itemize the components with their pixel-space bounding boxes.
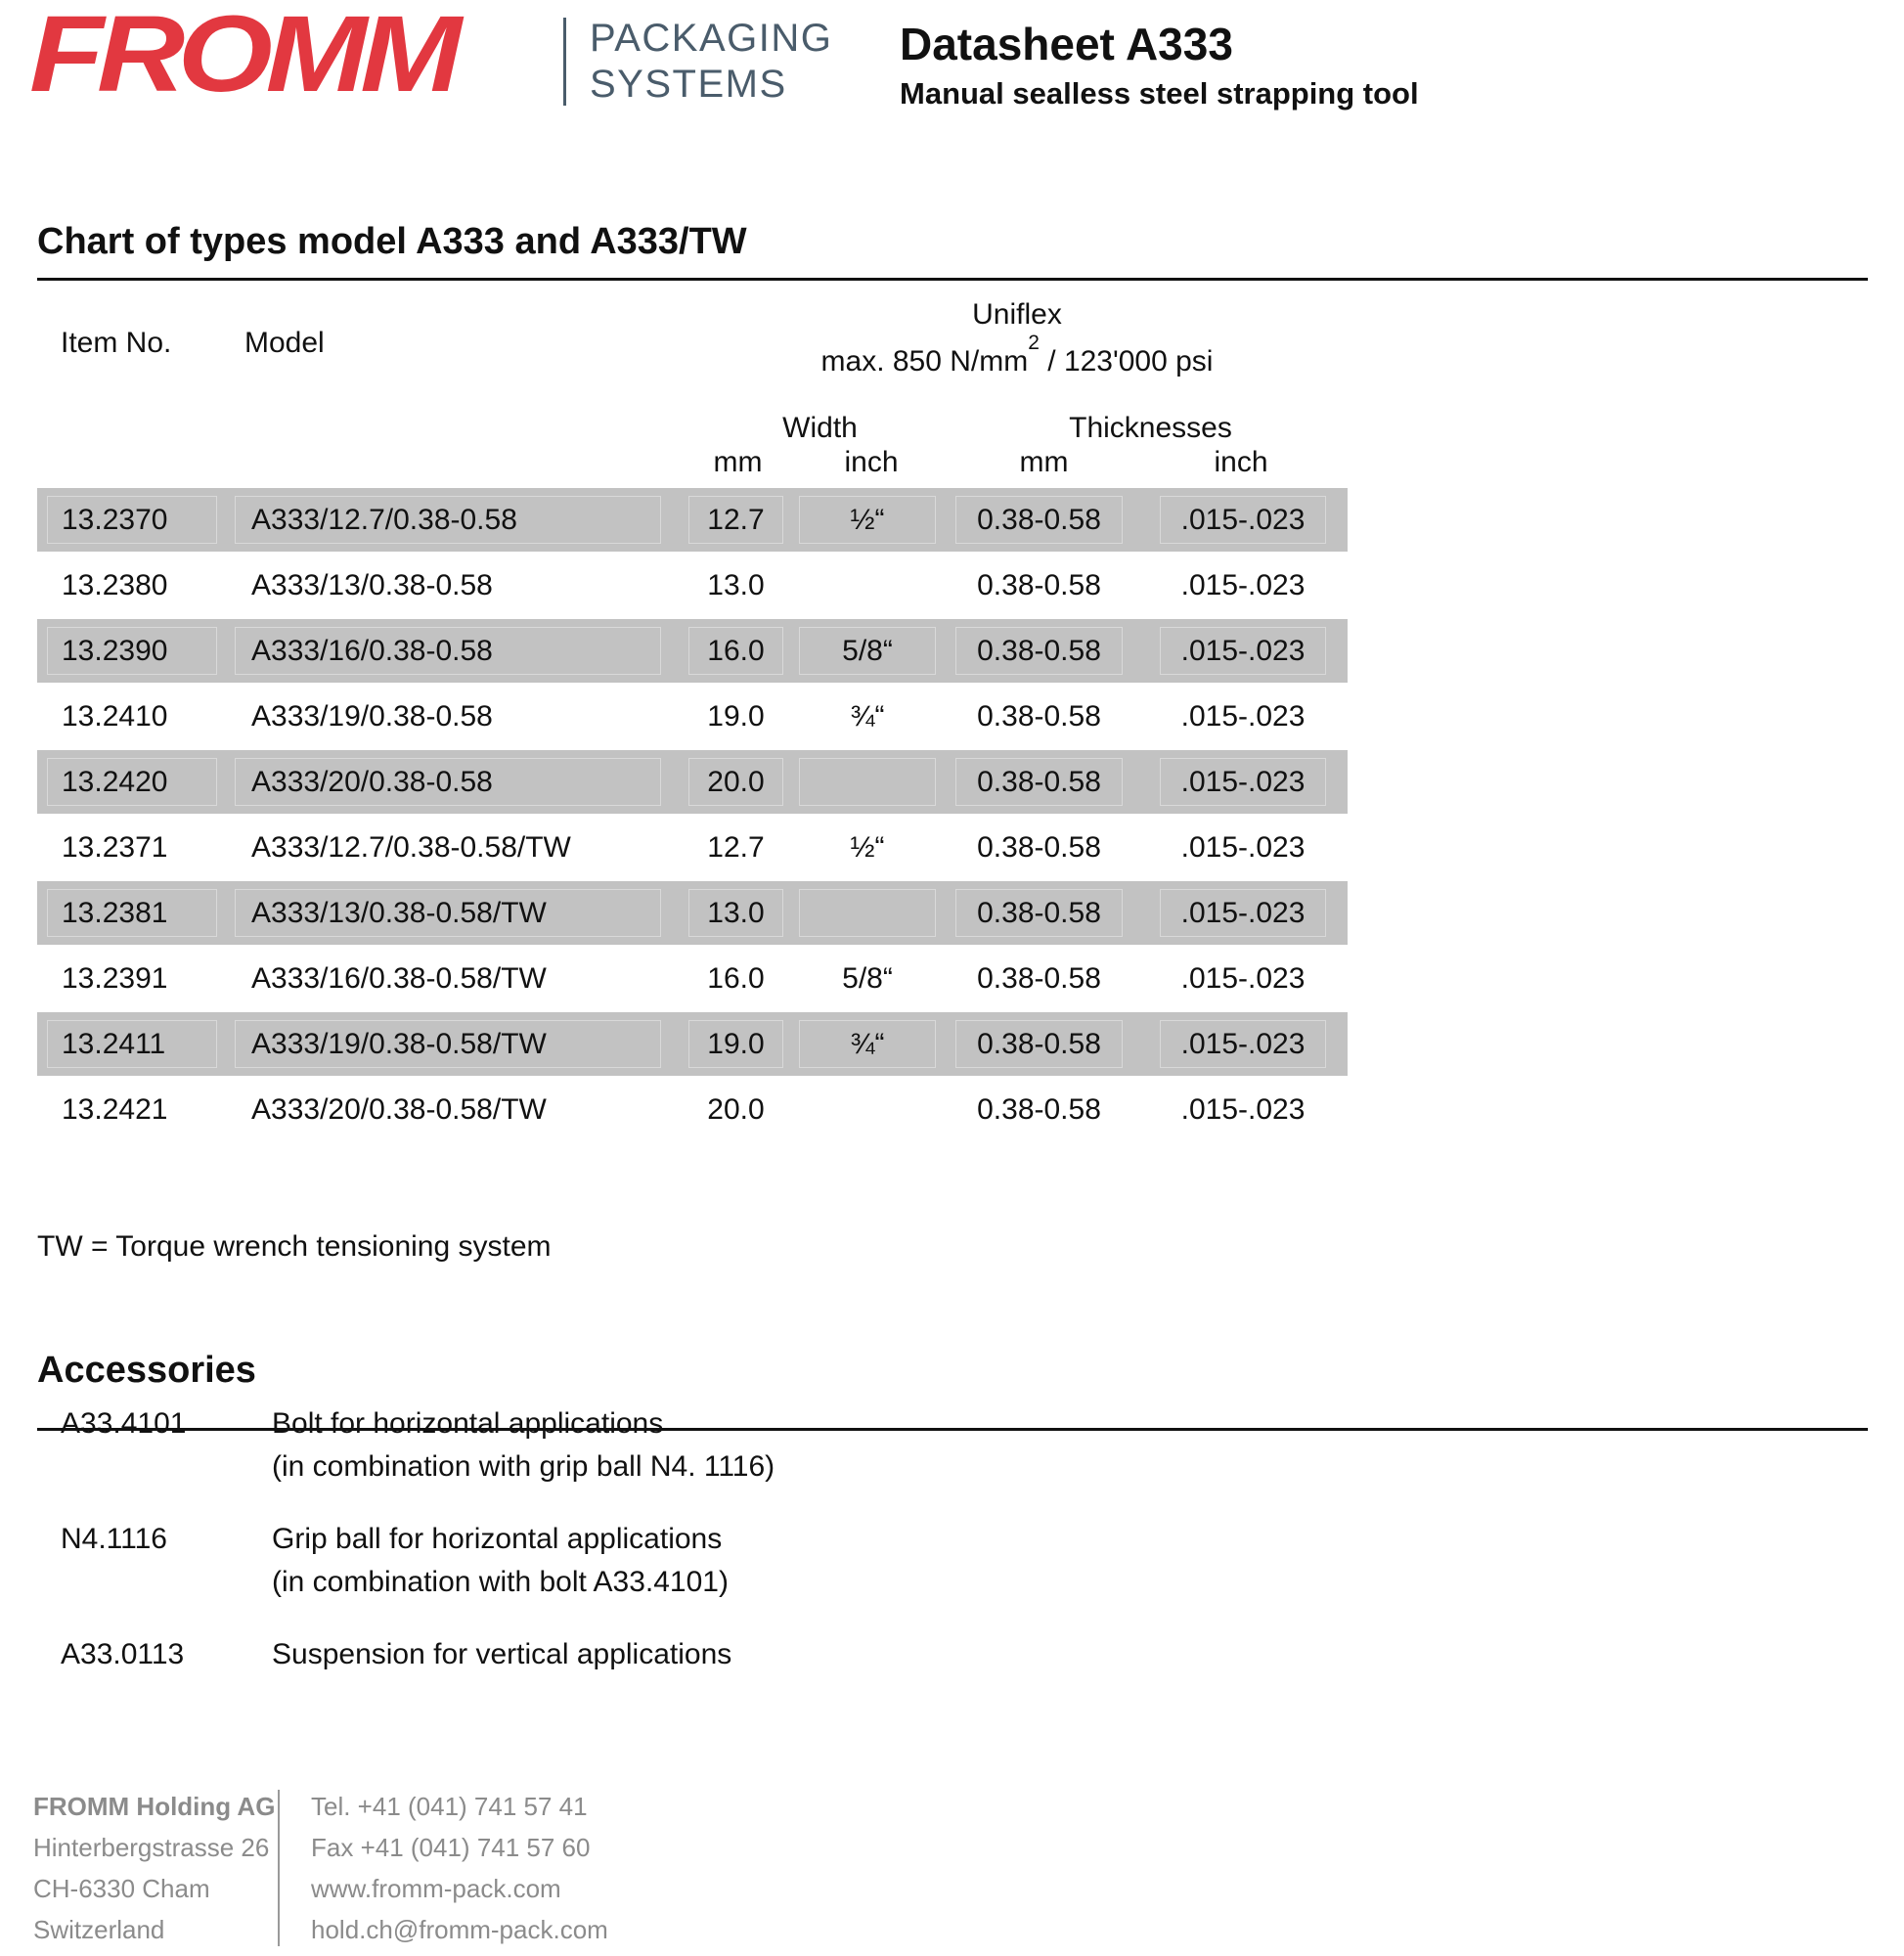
width-mm-cell: 12.7: [688, 496, 783, 544]
subheader-thickness-inch: inch: [1214, 446, 1268, 478]
footer-divider-line: [278, 1790, 280, 1946]
thickness-inch-cell: .015-.023: [1160, 1020, 1326, 1068]
uniflex-superscript: 2: [1028, 332, 1040, 354]
footer-street: Hinterbergstrasse 26: [33, 1833, 270, 1862]
logo-divider-line: [563, 18, 566, 106]
width-mm-cell: 13.0: [688, 889, 783, 937]
item-no-cell: 13.2380: [62, 568, 168, 601]
width-mm-cell: 12.7: [707, 830, 765, 864]
uniflex-spec: max. 850 $N/mm^2 / 123'000$ psi: [820, 332, 1214, 378]
footer-city: CH-6330 Cham: [33, 1874, 210, 1903]
thickness-inch-cell: .015-.023: [1160, 889, 1326, 937]
item-no-cell: 13.2371: [62, 830, 168, 864]
footer-email: hold.ch@fromm-pack.com: [311, 1915, 608, 1944]
width-inch-cell: ½“: [850, 830, 885, 864]
item-no-cell: 13.2410: [62, 699, 168, 733]
accessory-description-line1: Suspension for vertical applications: [272, 1638, 732, 1670]
table-row: [37, 487, 1348, 553]
model-cell: A333/16/0.38-0.58: [235, 627, 661, 675]
width-inch-cell: ¾“: [850, 699, 885, 733]
item-no-cell: 13.2390: [47, 627, 217, 675]
thickness-inch-cell: .015-.023: [1160, 758, 1326, 806]
width-mm-cell: 19.0: [707, 699, 765, 733]
thickness-mm-cell: 0.38-0.58: [977, 1092, 1101, 1126]
types-table-body: [37, 487, 1348, 1142]
group-header-thicknesses: Thicknesses: [1069, 412, 1232, 444]
table-row: [37, 815, 1348, 880]
subheader-width-inch: inch: [844, 446, 899, 478]
thickness-inch-cell: .015-.023: [1160, 496, 1326, 544]
item-no-cell: 13.2420: [47, 758, 217, 806]
item-no-cell: 13.2370: [47, 496, 217, 544]
accessory-code: A33.0113: [61, 1638, 185, 1670]
accessory-description: [272, 1402, 775, 1489]
model-cell: A333/20/0.38-0.58: [235, 758, 661, 806]
table-row: [37, 880, 1348, 946]
thickness-mm-cell: 0.38-0.58: [955, 496, 1123, 544]
logo-tagline: [590, 16, 832, 108]
width-inch-cell: [799, 758, 936, 806]
width-inch-cell: [799, 1086, 936, 1134]
thickness-inch-cell: .015-.023: [1160, 627, 1326, 675]
table-subheaders: [37, 411, 1348, 479]
width-mm-cell: 16.0: [688, 627, 783, 675]
thickness-inch-cell: .015-.023: [1180, 568, 1306, 601]
width-mm-cell: 20.0: [707, 1092, 765, 1126]
accessory-code: A33.4101: [61, 1407, 187, 1440]
accessory-description: [272, 1518, 729, 1604]
footer-company: FROMM Holding AG: [33, 1792, 276, 1821]
page-title: Datasheet A333: [900, 19, 1233, 69]
column-header-uniflex: [686, 295, 1348, 381]
accessory-item: [61, 1633, 1234, 1676]
thickness-mm-cell: 0.38-0.58: [977, 699, 1101, 733]
model-cell: A333/20/0.38-0.58/TW: [251, 1092, 547, 1126]
width-inch-cell: ¾“: [799, 1020, 936, 1068]
item-no-cell: 13.2381: [47, 889, 217, 937]
tw-note: TW = Torque wrench tensioning system: [37, 1230, 552, 1263]
accessory-description-line1: Bolt for horizontal applications: [272, 1407, 664, 1440]
chart-section-rule: [37, 278, 1868, 281]
accessories-heading: Accessories: [37, 1350, 256, 1391]
column-header-model: Model: [244, 327, 325, 359]
table-row: [37, 684, 1348, 749]
accessory-description-line2: (in combination with grip ball N4. 1116): [272, 1450, 775, 1483]
footer-phone: Tel. +41 (041) 741 57 41: [311, 1792, 588, 1821]
thickness-mm-cell: 0.38-0.58: [977, 830, 1101, 864]
uniflex-label: Uniflex: [972, 298, 1062, 331]
group-header-width: Width: [782, 412, 858, 444]
item-no-cell: 13.2421: [62, 1092, 168, 1126]
thickness-inch-cell: .015-.023: [1180, 961, 1306, 995]
item-no-cell: 13.2411: [47, 1020, 217, 1068]
thickness-inch-cell: .015-.023: [1180, 1092, 1306, 1126]
model-cell: A333/12.7/0.38-0.58: [235, 496, 661, 544]
accessory-item: [61, 1518, 1234, 1604]
accessory-description-line1: Grip ball for horizontal applications: [272, 1523, 723, 1555]
width-mm-cell: 19.0: [688, 1020, 783, 1068]
footer-address-block: [33, 1786, 278, 1950]
width-inch-cell: [799, 889, 936, 937]
thickness-mm-cell: 0.38-0.58: [955, 1020, 1123, 1068]
accessory-description-line2: (in combination with bolt A33.4101): [272, 1566, 729, 1598]
column-header-item-no: Item No.: [61, 327, 172, 359]
thickness-mm-cell: 0.38-0.58: [977, 568, 1101, 601]
thickness-mm-cell: 0.38-0.58: [955, 758, 1123, 806]
footer: [33, 1786, 608, 1950]
subheader-thickness-mm: mm: [1019, 446, 1069, 478]
accessory-item: [61, 1402, 1234, 1489]
thickness-mm-cell: 0.38-0.58: [977, 961, 1101, 995]
accessory-description: [272, 1633, 731, 1676]
thickness-inch-cell: .015-.023: [1180, 830, 1306, 864]
fromm-logo: FROMM: [29, 0, 455, 115]
table-row: [37, 749, 1348, 815]
model-cell: A333/19/0.38-0.58/TW: [235, 1020, 661, 1068]
width-mm-cell: 16.0: [707, 961, 765, 995]
model-cell: A333/12.7/0.38-0.58/TW: [251, 830, 571, 864]
logo-tagline-line2: SYSTEMS: [590, 63, 787, 106]
width-mm-cell: 13.0: [707, 568, 765, 601]
footer-website: www.fromm-pack.com: [311, 1874, 561, 1903]
table-row: [37, 946, 1348, 1011]
model-cell: A333/16/0.38-0.58/TW: [251, 961, 547, 995]
footer-country: Switzerland: [33, 1915, 165, 1944]
thickness-mm-cell: 0.38-0.58: [955, 627, 1123, 675]
accessories-list: [61, 1402, 1234, 1706]
model-cell: A333/13/0.38-0.58/TW: [235, 889, 661, 937]
thickness-mm-cell: 0.38-0.58: [955, 889, 1123, 937]
width-mm-cell: 20.0: [688, 758, 783, 806]
width-inch-cell: [799, 561, 936, 609]
accessory-code: N4.1116: [61, 1523, 167, 1555]
footer-contact-block: [311, 1786, 608, 1950]
page-subtitle: Manual sealless steel strapping tool: [900, 76, 1419, 111]
width-inch-cell: 5/8“: [799, 627, 936, 675]
logo-tagline-line1: PACKAGING: [590, 17, 833, 60]
model-cell: A333/19/0.38-0.58: [251, 699, 493, 733]
chart-section-heading: Chart of types model A333 and A333/TW: [37, 221, 747, 262]
width-inch-cell: ½“: [799, 496, 936, 544]
table-row: [37, 618, 1348, 684]
table-row: [37, 553, 1348, 618]
subheader-width-mm: mm: [713, 446, 763, 478]
table-row: [37, 1011, 1348, 1077]
width-inch-cell: 5/8“: [842, 961, 893, 995]
footer-fax: Fax +41 (041) 741 57 60: [311, 1833, 591, 1862]
item-no-cell: 13.2391: [62, 961, 168, 995]
model-cell: A333/13/0.38-0.58: [251, 568, 493, 601]
thickness-inch-cell: .015-.023: [1180, 699, 1306, 733]
table-row: [37, 1077, 1348, 1142]
